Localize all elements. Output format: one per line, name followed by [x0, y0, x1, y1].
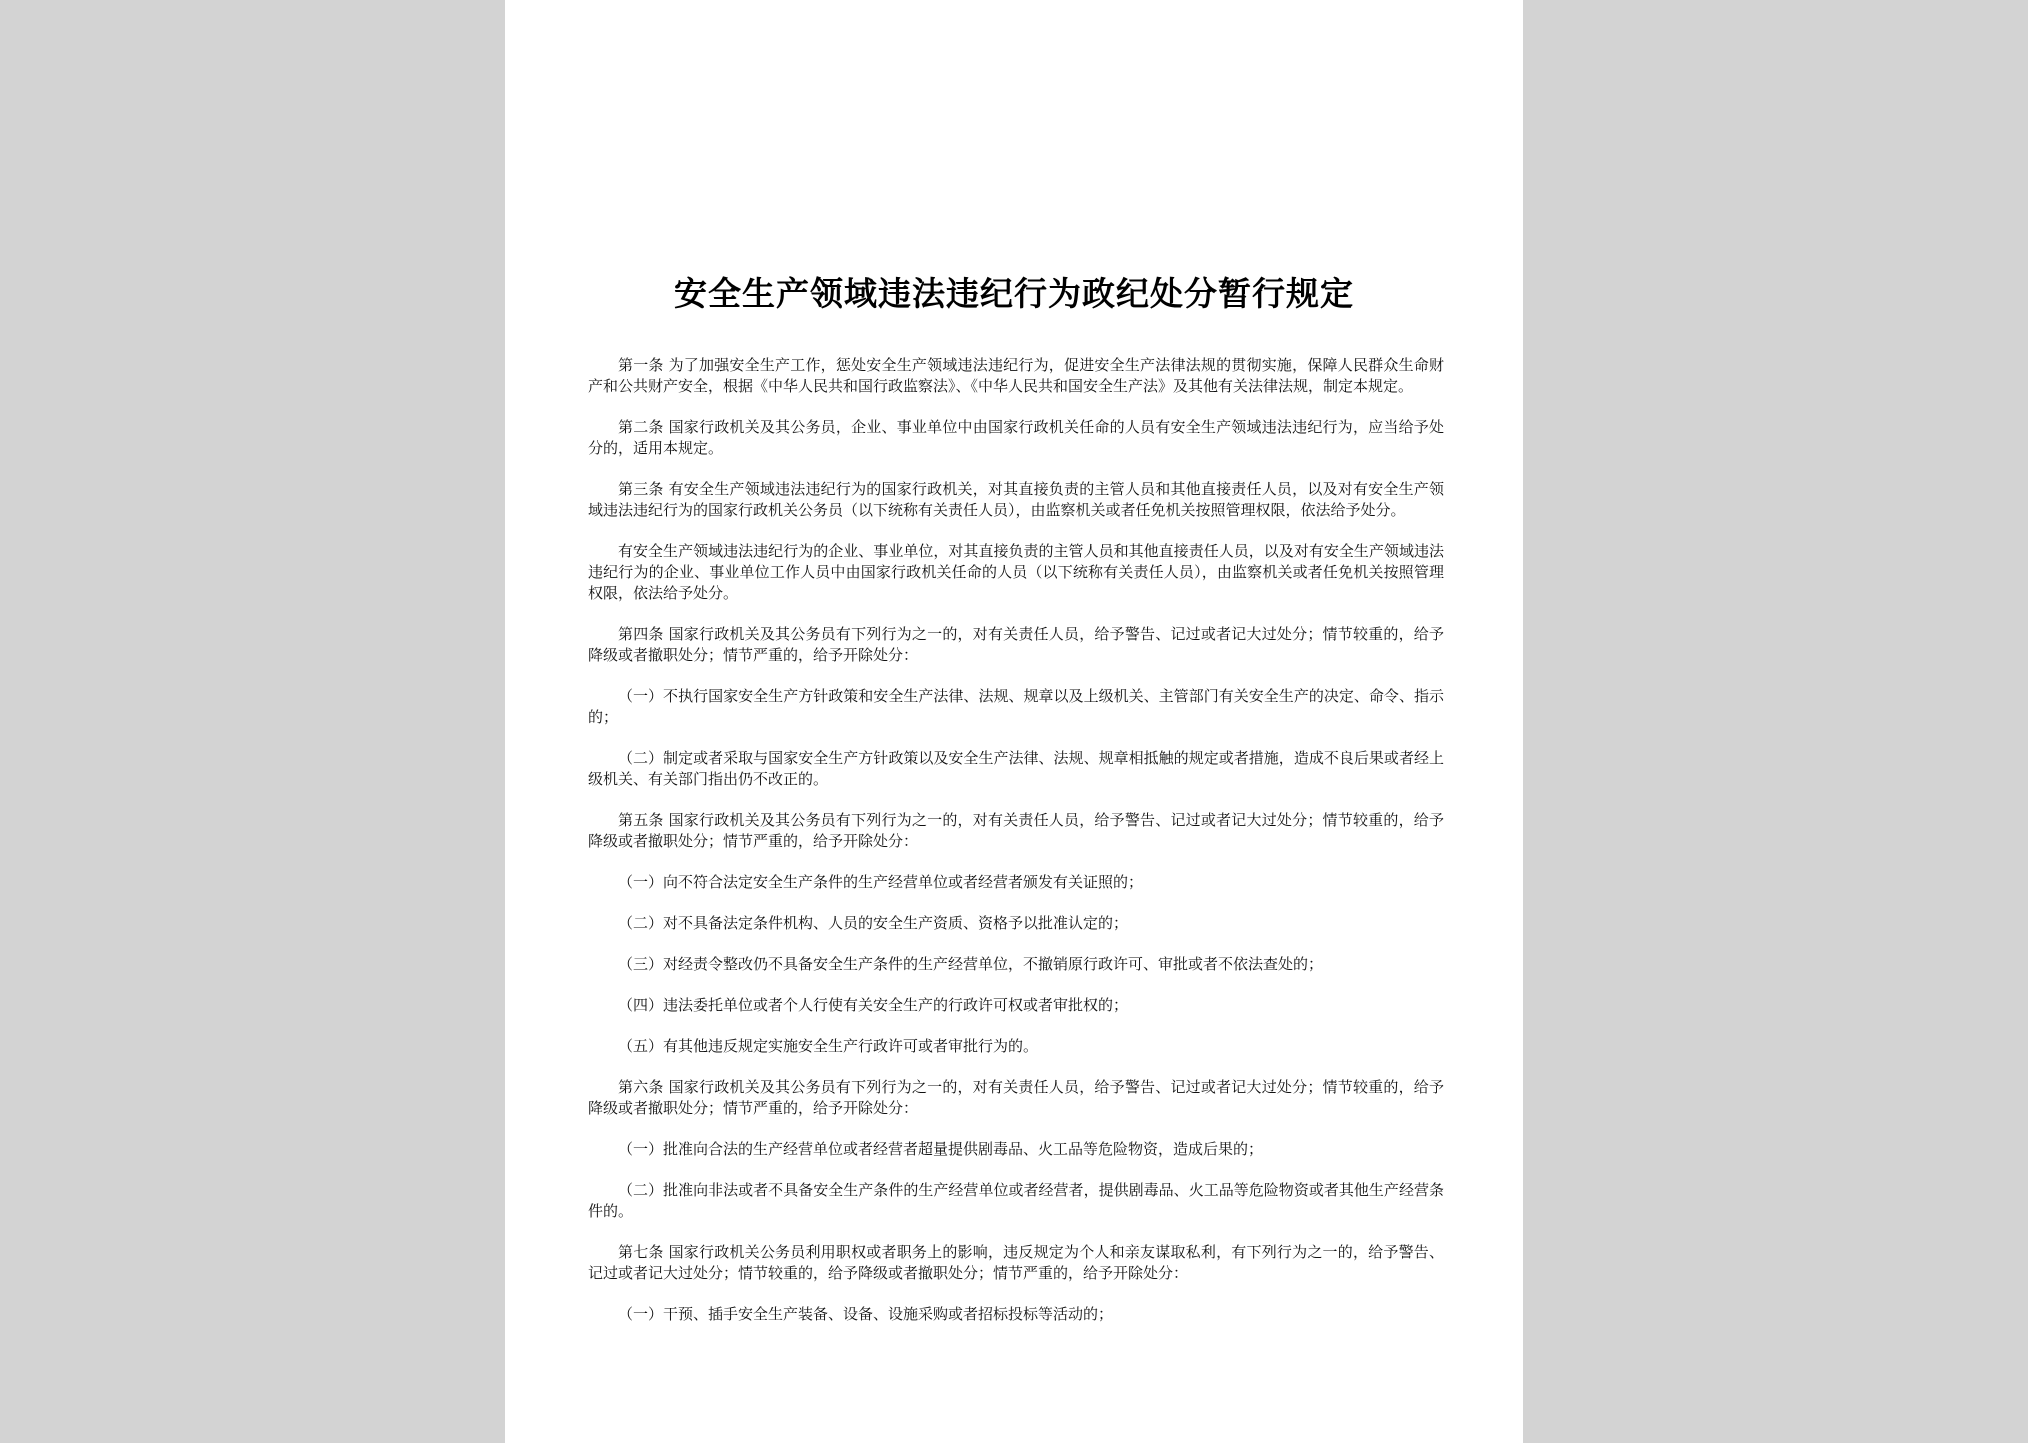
article-5-item-5: （五）有其他违反规定实施安全生产行政许可或者审批行为的。	[618, 1037, 1039, 1055]
document-body	[588, 355, 1444, 1345]
article-7: 第七条 国家行政机关公务员利用职权或者职务上的影响，违反规定为个人和亲友谋取私利，有下列行为之一的，给予警告、记过或者记大过处分；情节较重的，给予降级或者撤职处分；情节严重的，给予开除处分：	[588, 1243, 1444, 1282]
article-5: 第五条 国家行政机关及其公务员有下列行为之一的，对有关责任人员，给予警告、记过或者记大过处分；情节较重的，给予降级或者撤职处分；情节严重的，给予开除处分：	[588, 811, 1444, 850]
article-5-item-3: （三）对经责令整改仍不具备安全生产条件的生产经营单位，不撤销原行政许可、审批或者不依法查处的；	[618, 955, 1324, 973]
article-4-item-1: （一）不执行国家安全生产方针政策和安全生产法律、法规、规章以及上级机关、主管部门有关安全生产的决定、命令、指示的；	[588, 687, 1444, 726]
article-7-item-1: （一）干预、插手安全生产装备、设备、设施采购或者招标投标等活动的；	[618, 1305, 1114, 1323]
article-4-item-2: （二）制定或者采取与国家安全生产方针政策以及安全生产法律、法规、规章相抵触的规定或者措施，造成不良后果或者经上级机关、有关部门指出仍不改正的。	[588, 749, 1444, 788]
article-4: 第四条 国家行政机关及其公务员有下列行为之一的，对有关责任人员，给予警告、记过或者记大过处分；情节较重的，给予降级或者撤职处分；情节严重的，给予开除处分：	[588, 625, 1444, 664]
article-5-item-1: （一）向不符合法定安全生产条件的生产经营单位或者经营者颁发有关证照的；	[618, 873, 1144, 891]
document-title: 安全生产领域违法违纪行为政纪处分暂行规定	[674, 274, 1354, 313]
article-5-item-2: （二）对不具备法定条件机构、人员的安全生产资质、资格予以批准认定的；	[618, 914, 1129, 932]
document-page	[505, 0, 1523, 1443]
article-2: 第二条 国家行政机关及其公务员，企业、事业单位中由国家行政机关任命的人员有安全生产领域违法违纪行为，应当给予处分的，适用本规定。	[588, 418, 1444, 457]
article-6-item-2: （二）批准向非法或者不具备安全生产条件的生产经营单位或者经营者，提供剧毒品、火工品等危险物资或者其他生产经营条件的。	[588, 1181, 1444, 1220]
article-6-item-1: （一）批准向合法的生产经营单位或者经营者超量提供剧毒品、火工品等危险物资，造成后果的；	[618, 1140, 1264, 1158]
article-1: 第一条 为了加强安全生产工作，惩处安全生产领域违法违纪行为，促进安全生产法律法规的贯彻实施，保障人民群众生命财产和公共财产安全，根据《中华人民共和国行政监察法》、《中华人民共和国安全生产法》及其他有关法律法规，制定本规定。	[588, 356, 1444, 395]
article-3-paragraph-2: 有安全生产领域违法违纪行为的企业、事业单位，对其直接负责的主管人员和其他直接责任人员，以及对有安全生产领域违法违纪行为的企业、事业单位工作人员中由国家行政机关任命的人员（以下统称有关责任人员），由监察机关或者任免机关按照管理权限，依法给予处分。	[588, 542, 1444, 602]
article-5-item-4: （四）违法委托单位或者个人行使有关安全生产的行政许可权或者审批权的；	[618, 996, 1129, 1014]
article-3: 第三条 有安全生产领域违法违纪行为的国家行政机关，对其直接负责的主管人员和其他直接责任人员，以及对有安全生产领域违法违纪行为的国家行政机关公务员（以下统称有关责任人员），由监察机关或者任免机关按照管理权限，依法给予处分。	[588, 480, 1444, 519]
article-6: 第六条 国家行政机关及其公务员有下列行为之一的，对有关责任人员，给予警告、记过或者记大过处分；情节较重的，给予降级或者撤职处分；情节严重的，给予开除处分：	[588, 1078, 1444, 1117]
